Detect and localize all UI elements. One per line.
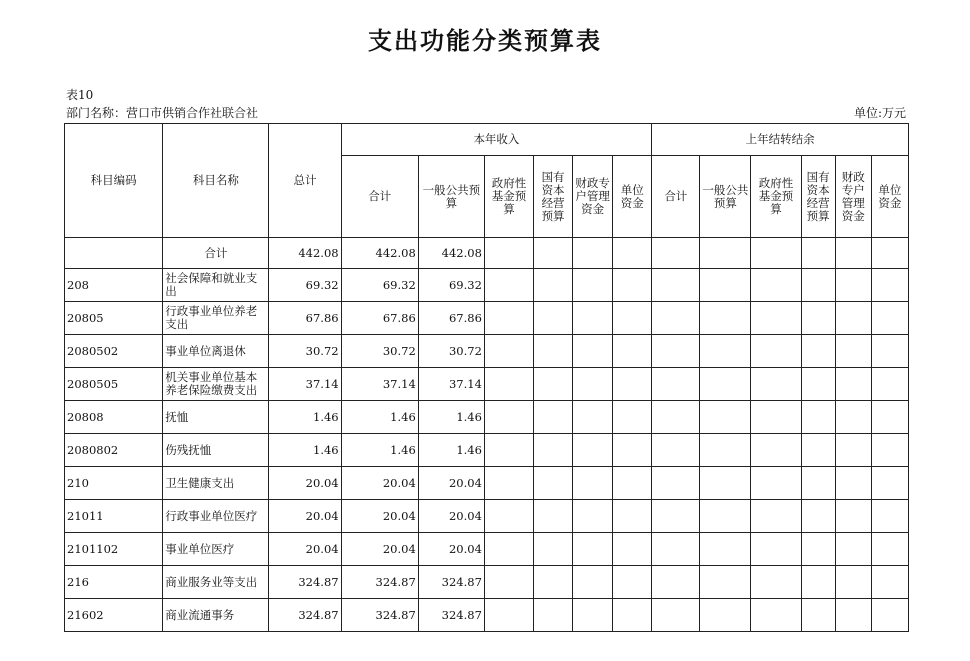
header-income-total: 合计: [341, 156, 418, 238]
empty-cell: [484, 368, 533, 401]
empty-cell: [871, 238, 908, 269]
row-general-budget: 37.14: [418, 368, 484, 401]
empty-cell: [700, 269, 751, 302]
empty-cell: [613, 467, 652, 500]
empty-cell: [613, 269, 652, 302]
empty-cell: [871, 599, 908, 632]
empty-cell: [652, 238, 700, 269]
header-carry-special-account: 财政专户管理资金: [835, 156, 871, 238]
empty-cell: [835, 401, 871, 434]
empty-cell: [801, 401, 835, 434]
row-name: 事业单位医疗: [163, 533, 269, 566]
empty-cell: [652, 434, 700, 467]
empty-cell: [652, 368, 700, 401]
empty-cell: [534, 599, 573, 632]
total-label: 合计: [163, 238, 269, 269]
header-income-state-capital: 国有资本经营预算: [534, 156, 573, 238]
empty-cell: [871, 335, 908, 368]
empty-cell: [801, 533, 835, 566]
empty-cell: [534, 401, 573, 434]
empty-cell: [652, 302, 700, 335]
empty-cell: [871, 566, 908, 599]
row-general-budget: 20.04: [418, 467, 484, 500]
empty-cell: [613, 302, 652, 335]
row-name: 伤残抚恤: [163, 434, 269, 467]
empty-cell: [751, 434, 801, 467]
empty-cell: [484, 434, 533, 467]
empty-cell: [835, 368, 871, 401]
empty-cell: [871, 302, 908, 335]
row-name: 机关事业单位基本养老保险缴费支出: [163, 368, 269, 401]
empty-cell: [613, 335, 652, 368]
empty-cell: [700, 434, 751, 467]
empty-cell: [700, 335, 751, 368]
empty-cell: [484, 238, 533, 269]
header-code: 科目编码: [65, 124, 163, 238]
row-name: 行政事业单位养老支出: [163, 302, 269, 335]
empty-cell: [835, 599, 871, 632]
empty-cell: [751, 269, 801, 302]
empty-cell: [700, 599, 751, 632]
page-title: 支出功能分类预算表: [368, 26, 602, 55]
row-code: 21602: [65, 599, 163, 632]
row-total: 20.04: [269, 533, 341, 566]
empty-cell: [652, 401, 700, 434]
header-carry-fund: 政府性基金预算: [751, 156, 801, 238]
row-income-total: 37.14: [341, 368, 418, 401]
empty-cell: [835, 467, 871, 500]
header-carry-general: 一般公共预算: [700, 156, 751, 238]
empty-cell: [484, 500, 533, 533]
total-general-budget: 442.08: [418, 238, 484, 269]
row-general-budget: 1.46: [418, 434, 484, 467]
row-code: 2080802: [65, 434, 163, 467]
empty-cell: [835, 434, 871, 467]
row-name: 事业单位离退休: [163, 335, 269, 368]
row-name: 行政事业单位医疗: [163, 500, 269, 533]
row-general-budget: 67.86: [418, 302, 484, 335]
empty-cell: [801, 434, 835, 467]
empty-cell: [534, 238, 573, 269]
empty-cell: [835, 500, 871, 533]
empty-cell: [652, 566, 700, 599]
empty-cell: [613, 238, 652, 269]
header-income-unit-funds: 单位资金: [613, 156, 652, 238]
row-income-total: 20.04: [341, 500, 418, 533]
row-income-total: 324.87: [341, 599, 418, 632]
empty-cell: [652, 335, 700, 368]
header-current-year-income: 本年收入: [341, 124, 652, 156]
table-row: [65, 269, 909, 302]
table-row: [65, 335, 909, 368]
empty-cell: [871, 269, 908, 302]
empty-cell: [613, 599, 652, 632]
empty-cell: [871, 368, 908, 401]
empty-cell: [801, 467, 835, 500]
row-general-budget: 20.04: [418, 533, 484, 566]
empty-cell: [573, 238, 613, 269]
budget-table: [64, 123, 909, 632]
empty-cell: [835, 302, 871, 335]
row-general-budget: 324.87: [418, 599, 484, 632]
table-row: [65, 467, 909, 500]
total-total: 442.08: [269, 238, 341, 269]
empty-cell: [573, 269, 613, 302]
empty-cell: [573, 335, 613, 368]
header-carry-unit-funds: 单位资金: [871, 156, 908, 238]
row-name: 商业服务业等支出: [163, 566, 269, 599]
row-code: 2080505: [65, 368, 163, 401]
empty-cell: [700, 302, 751, 335]
empty-cell: [751, 467, 801, 500]
empty-cell: [871, 500, 908, 533]
header-carryover: 上年结转结余: [652, 124, 909, 156]
empty-cell: [573, 533, 613, 566]
empty-cell: [652, 500, 700, 533]
empty-cell: [613, 368, 652, 401]
empty-cell: [700, 368, 751, 401]
empty-cell: [484, 566, 533, 599]
table-row: [65, 434, 909, 467]
empty-cell: [534, 335, 573, 368]
empty-cell: [700, 533, 751, 566]
row-total: 67.86: [269, 302, 341, 335]
table-row: [65, 566, 909, 599]
table-row: [65, 368, 909, 401]
empty-cell: [573, 599, 613, 632]
empty-cell: [751, 238, 801, 269]
empty-cell: [835, 335, 871, 368]
header-income-fund: 政府性基金预算: [484, 156, 533, 238]
row-total: 1.46: [269, 401, 341, 434]
row-total: 37.14: [269, 368, 341, 401]
empty-cell: [534, 302, 573, 335]
empty-cell: [801, 599, 835, 632]
row-total: 20.04: [269, 500, 341, 533]
empty-cell: [573, 500, 613, 533]
empty-cell: [751, 335, 801, 368]
empty-cell: [751, 599, 801, 632]
header-name: 科目名称: [163, 124, 269, 238]
empty-cell: [871, 533, 908, 566]
header-income-general: 一般公共预算: [418, 156, 484, 238]
row-code: 21011: [65, 500, 163, 533]
empty-cell: [801, 238, 835, 269]
empty-cell: [484, 467, 533, 500]
empty-cell: [700, 500, 751, 533]
empty-cell: [801, 368, 835, 401]
row-total: 69.32: [269, 269, 341, 302]
empty-cell: [484, 335, 533, 368]
table-row: [65, 599, 909, 632]
empty-cell: [613, 533, 652, 566]
row-code: 216: [65, 566, 163, 599]
row-general-budget: 69.32: [418, 269, 484, 302]
empty-cell: [751, 533, 801, 566]
row-total: 30.72: [269, 335, 341, 368]
empty-cell: [534, 566, 573, 599]
empty-cell: [751, 302, 801, 335]
total-row: [65, 238, 909, 269]
row-name: 商业流通事务: [163, 599, 269, 632]
empty-cell: [573, 302, 613, 335]
total-income-total: 442.08: [341, 238, 418, 269]
row-name: 抚恤: [163, 401, 269, 434]
row-income-total: 324.87: [341, 566, 418, 599]
empty-cell: [801, 566, 835, 599]
empty-cell: [835, 533, 871, 566]
row-code: 2080502: [65, 335, 163, 368]
empty-cell: [484, 302, 533, 335]
empty-cell: [652, 467, 700, 500]
header-income-special-account: 财政专户管理资金: [573, 156, 613, 238]
empty-cell: [835, 269, 871, 302]
empty-cell: [573, 434, 613, 467]
row-name: 卫生健康支出: [163, 467, 269, 500]
empty-cell: [700, 401, 751, 434]
total-code: [65, 238, 163, 269]
empty-cell: [871, 434, 908, 467]
empty-cell: [652, 533, 700, 566]
row-income-total: 67.86: [341, 302, 418, 335]
empty-cell: [652, 269, 700, 302]
empty-cell: [801, 302, 835, 335]
row-income-total: 30.72: [341, 335, 418, 368]
empty-cell: [534, 368, 573, 401]
empty-cell: [613, 401, 652, 434]
unit-label: 单位:万元: [853, 106, 906, 120]
empty-cell: [573, 566, 613, 599]
row-income-total: 1.46: [341, 401, 418, 434]
table-row: [65, 533, 909, 566]
row-code: 20805: [65, 302, 163, 335]
empty-cell: [652, 599, 700, 632]
empty-cell: [700, 467, 751, 500]
empty-cell: [534, 500, 573, 533]
table-row: [65, 302, 909, 335]
empty-cell: [751, 566, 801, 599]
header-carry-state-capital: 国有资本经营预算: [801, 156, 835, 238]
row-code: 20808: [65, 401, 163, 434]
empty-cell: [751, 500, 801, 533]
header-row-1: [65, 124, 909, 156]
row-name: 社会保障和就业支出: [163, 269, 269, 302]
empty-cell: [801, 269, 835, 302]
row-income-total: 1.46: [341, 434, 418, 467]
header-total: 总计: [269, 124, 341, 238]
row-total: 1.46: [269, 434, 341, 467]
row-total: 324.87: [269, 599, 341, 632]
empty-cell: [613, 434, 652, 467]
row-income-total: 69.32: [341, 269, 418, 302]
row-general-budget: 20.04: [418, 500, 484, 533]
row-total: 20.04: [269, 467, 341, 500]
row-general-budget: 1.46: [418, 401, 484, 434]
empty-cell: [534, 269, 573, 302]
table-number: 表10: [66, 88, 94, 102]
row-code: 208: [65, 269, 163, 302]
row-general-budget: 30.72: [418, 335, 484, 368]
empty-cell: [484, 401, 533, 434]
empty-cell: [700, 566, 751, 599]
empty-cell: [534, 467, 573, 500]
table-row: [65, 401, 909, 434]
empty-cell: [751, 368, 801, 401]
row-general-budget: 324.87: [418, 566, 484, 599]
row-income-total: 20.04: [341, 533, 418, 566]
empty-cell: [613, 566, 652, 599]
row-code: 210: [65, 467, 163, 500]
empty-cell: [573, 368, 613, 401]
empty-cell: [613, 500, 652, 533]
empty-cell: [484, 533, 533, 566]
empty-cell: [534, 434, 573, 467]
empty-cell: [484, 599, 533, 632]
empty-cell: [484, 269, 533, 302]
empty-cell: [751, 401, 801, 434]
table-row: [65, 500, 909, 533]
row-income-total: 20.04: [341, 467, 418, 500]
empty-cell: [573, 467, 613, 500]
empty-cell: [573, 401, 613, 434]
empty-cell: [700, 238, 751, 269]
empty-cell: [801, 500, 835, 533]
header-carry-total: 合计: [652, 156, 700, 238]
empty-cell: [801, 335, 835, 368]
empty-cell: [534, 533, 573, 566]
empty-cell: [871, 401, 908, 434]
empty-cell: [871, 467, 908, 500]
row-total: 324.87: [269, 566, 341, 599]
empty-cell: [835, 238, 871, 269]
department-name: 部门名称：营口市供销合作社联合社: [66, 106, 259, 120]
empty-cell: [835, 566, 871, 599]
row-code: 2101102: [65, 533, 163, 566]
